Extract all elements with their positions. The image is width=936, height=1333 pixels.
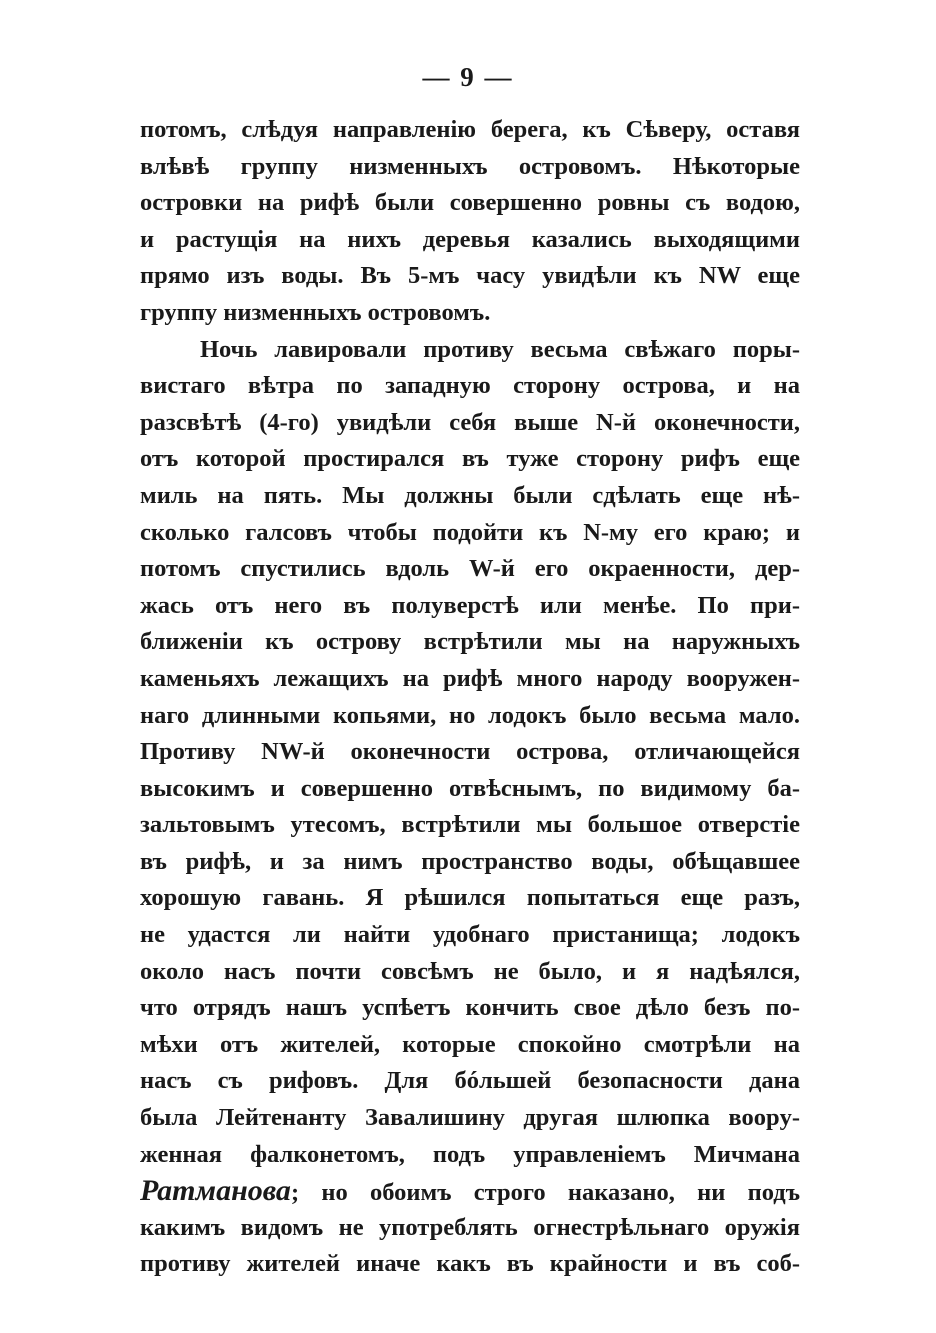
text-line-with-name xyxy=(140,1173,800,1210)
text-line: зальтовымъ утесомъ, встрѣтили мы большое отверстіе xyxy=(140,811,800,839)
text-line: наго длинными копьями, но лодокъ было весьма мало. xyxy=(140,701,800,729)
text-line: разсвѣтѣ (4-го) увидѣли себя выше N-й оконечности, xyxy=(140,408,800,436)
text-line: женная фалконетомъ, подъ управленіемъ Мичмана xyxy=(140,1140,800,1168)
page-number: — 9 — xyxy=(422,62,514,92)
text-line: мѣхи отъ жителей, которые спокойно смотрѣли на xyxy=(140,1030,800,1058)
text-line: миль на пять. Мы должны были сдѣлать еще нѣ- xyxy=(140,481,800,509)
paragraph-start-line: Ночь лавировали противу весьма свѣжаго поры- xyxy=(200,335,800,363)
text-line: и растущія на нихъ деревья казались выходящими xyxy=(140,225,800,253)
text-line-remainder: ; но обоимъ строго наказано, ни подъ xyxy=(290,1179,800,1207)
text-line: какимъ видомъ не употреблять огнестрѣльнаго оружія xyxy=(140,1213,800,1241)
text-line: жась отъ него въ полуверстѣ или менѣе. По при- xyxy=(140,591,800,619)
text-line: высокимъ и совершенно отвѣснымъ, по видимому ба- xyxy=(140,774,800,802)
text-line: насъ съ рифовъ. Для бóльшей безопасности дана xyxy=(140,1067,800,1095)
text-line: группу низменныхъ островомъ. xyxy=(140,298,491,326)
text-line: прямо изъ воды. Въ 5-мъ часу увидѣли къ NW еще xyxy=(140,262,800,290)
text-line: влѣвѣ группу низменныхъ островомъ. Нѣкоторые xyxy=(140,152,800,180)
emphasized-name: Ратманова xyxy=(140,1174,291,1208)
text-line: Противу NW-й оконечности острова, отличающейся xyxy=(140,738,800,766)
text-line: потомъ спустились вдоль W-й его окраенности, дер- xyxy=(140,555,800,583)
text-line: ближеніи къ острову встрѣтили мы на наружныхъ xyxy=(140,628,800,656)
text-line: островки на рифѣ были совершенно ровны съ водою, xyxy=(140,189,800,217)
text-line: вистаго вѣтра по западную сторону острова, и на xyxy=(140,372,800,400)
body-text xyxy=(140,112,800,1283)
text-line: хорошую гавань. Я рѣшился попытаться еще разъ, xyxy=(140,884,800,912)
text-line: что отрядъ нашъ успѣетъ кончить свое дѣло безъ по- xyxy=(140,994,800,1022)
text-line: сколько галсовъ чтобы подойти къ N-му его краю; и xyxy=(140,518,800,546)
text-line: была Лейтенанту Завалишину другая шлюпка вооpу- xyxy=(140,1104,800,1132)
text-line: не удастся ли найти удобнаго пристанища; лодокъ xyxy=(140,921,800,949)
text-line: противу жителей иначе какъ въ крайности и въ соб- xyxy=(140,1250,800,1278)
text-line: около насъ почти совсѣмъ не было, и я надѣялся, xyxy=(140,957,800,985)
text-line: потомъ, слѣдуя направленію берега, къ Сѣверу, оставя xyxy=(140,116,800,143)
text-line: въ рифѣ, и за нимъ пространство воды, обѣщавшее xyxy=(140,847,800,875)
text-line: отъ которой простирался въ туже сторону рифъ еще xyxy=(140,445,800,473)
text-line: каменьяхъ лежащихъ на рифѣ много народу вооружен- xyxy=(140,664,800,692)
